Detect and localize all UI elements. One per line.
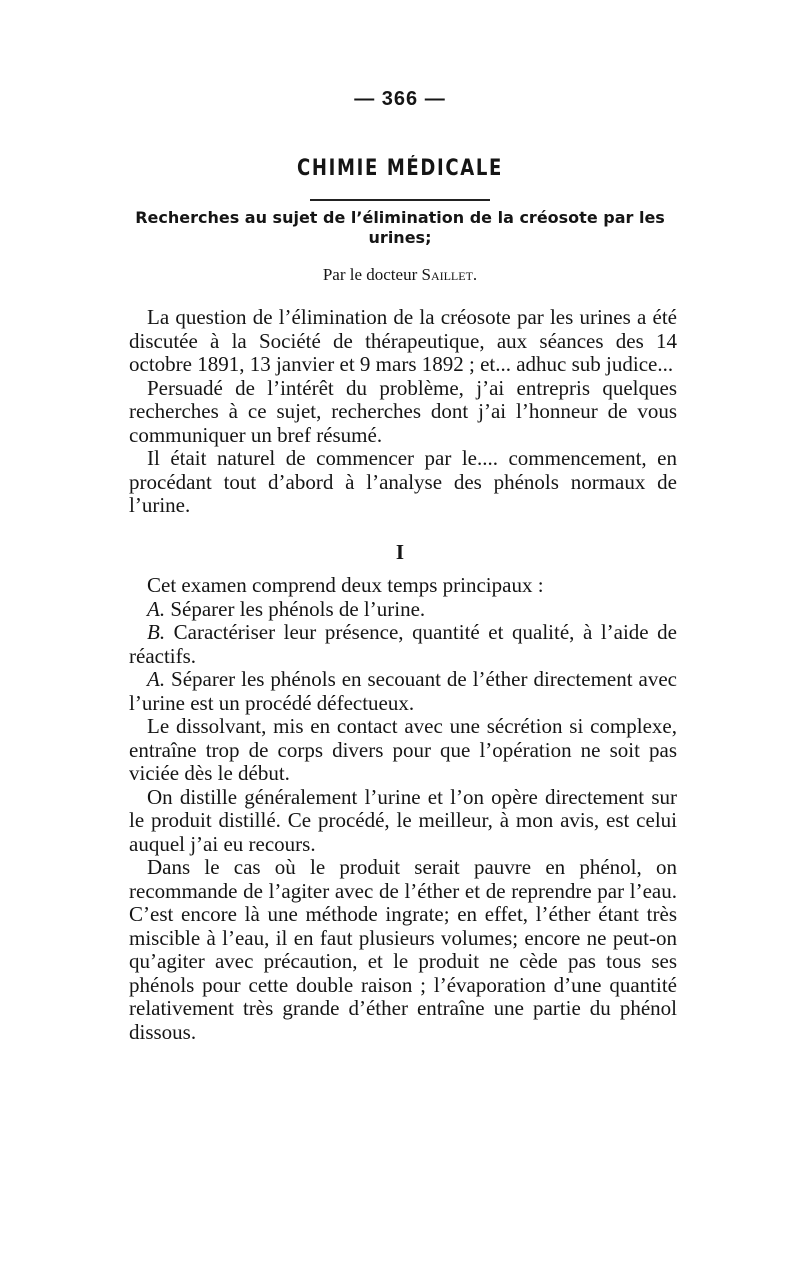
page-number: — 366 — [354,88,446,110]
step-a-item [129,598,677,622]
paragraph-dissolvant: Le dissolvant, mis en contact avec une sécrétion si complexe, entraîne trop de corps divers pour que l’opération ne soit pas viciée dès le début. [129,714,677,785]
section-title: CHIMIE MÉDICALE [297,156,503,181]
paragraph-naturel: Il était naturel de commencer par le.... commencement, en procédant tout d’abord à l’analyse des phénols normaux de l’urine. [129,446,677,517]
paragraph-pauvre-phenol: Dans le cas où le produit serait pauvre en phénol, on recommande de l’agiter avec de l’éther et de reprendre par l’eau. C’est encore là une méthode ingrate; en effet, l’éther étant très miscible à l’eau, il en faut plusieurs volumes; encore ne peut-on qu’agiter avec précaution, et le produit ne cède pas tous ses phénols pour cette double raison ; l’évaporation d’une quantité relativement très grande d’éther entraîne une partie du phénol dissous. [129,855,677,1044]
section-numeral: I [395,540,405,564]
step-a-letter: A. [147,596,166,621]
author-line [0,265,800,285]
author-prefix: Par le docteur [322,265,418,284]
step-a-detail-letter: A. [147,667,166,691]
step-b-letter: B. [147,620,166,644]
step-b-item [129,621,677,668]
step-a-text: Séparer les phénols de l’urine. [170,596,426,621]
author-name: Saillet. [421,265,478,284]
article-title: Recherches au sujet de l’élimination de la créosote par les urines; [135,208,665,247]
main-text-block [129,574,677,1044]
title-divider [310,199,490,201]
step-b-text: Caractériser leur présence, quantité et qualité, à l’aide de réactifs. [129,620,678,668]
paragraph-exam-intro: Cet examen comprend deux temps principaux : [147,573,544,597]
step-a-detail-text: Séparer les phénols en secouant de l’éther directement avec l’urine est un procédé défectueux. [129,667,677,715]
paragraph-distille: On distille généralement l’urine et l’on opère directement sur le produit distillé. Ce procédé, le meilleur, à mon avis, est celui auquel j’ai eu recours. [129,784,677,856]
intro-text-block [129,306,677,518]
paragraph-persuade: Persuadé de l’intérêt du problème, j’ai entrepris quelques recherches à ce sujet, recherches dont j’ai l’honneur de vous communiquer un bref résumé. [129,375,677,447]
step-a-detail [129,668,677,715]
paragraph-question: La question de l’élimination de la créosote par les urines a été discutée à la Société de thérapeutique, aux séances des 14 octobre 1891, 13 janvier et 9 mars 1892 ; et... adhuc sub judice... [129,305,677,376]
